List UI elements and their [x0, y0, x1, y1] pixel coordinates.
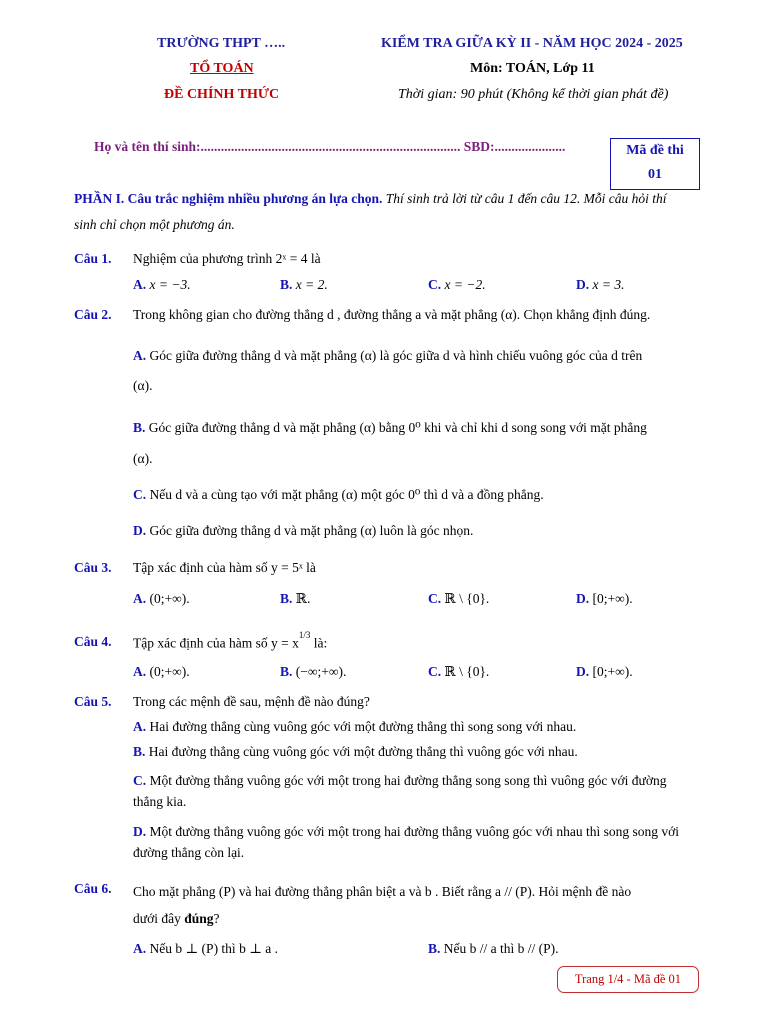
part1-title: PHẦN I. Câu trắc nghiệm nhiều phương án lựa chọn.: [74, 191, 383, 206]
option-b: B. Góc giữa đường thẳng d và mặt phẳng (α) bằng 0⁰ khi và chỉ khi d song song với mặt phẳng: [133, 420, 647, 435]
question-stem: Nghiệm của phương trình 2ˣ = 4 là: [133, 251, 321, 266]
part1-instruction-line1: Thí sinh trả lời từ câu 1 đến câu 12. Mỗi câu hỏi thí: [382, 191, 667, 206]
part1-instructions: [74, 186, 700, 238]
option-c: C. ℝ \ {0}.: [428, 664, 490, 679]
exam-code-label: Mã đề thi: [626, 143, 684, 158]
question-label: Câu 2.: [74, 307, 112, 322]
exam-title: KIỂM TRA GIỮA KỲ II - NĂM HỌC 2024 - 2025: [381, 36, 683, 51]
option-a: A. x = −3.: [133, 277, 191, 292]
option-a: A. (0;+∞).: [133, 664, 190, 679]
page-footer: Trang 1/4 - Mã đề 01: [557, 966, 699, 993]
option-c-continuation: thẳng kia.: [133, 794, 187, 809]
option-d: D. [0;+∞).: [576, 664, 633, 679]
option-c: C. Một đường thẳng vuông góc với một trong hai đường thẳng song song thì vuông góc với đường: [133, 773, 667, 788]
option-a: A. (0;+∞).: [133, 591, 190, 606]
option-d: D. [0;+∞).: [576, 591, 633, 606]
part1-instruction-line2: sinh chỉ chọn một phương án.: [74, 217, 235, 232]
option-a: A. Góc giữa đường thẳng d và mặt phẳng (α) là góc giữa d và hình chiếu vuông góc của d trên: [133, 348, 643, 363]
option-c: C. ℝ \ {0}.: [428, 591, 490, 606]
option-a: A. Nếu b ⊥ (P) thì b ⊥ a .: [133, 941, 279, 956]
question-stem: Trong các mệnh đề sau, mệnh đề nào đúng?: [133, 694, 370, 709]
exam-code-box: [610, 138, 700, 190]
option-b: B. Nếu b // a thì b // (P).: [428, 941, 559, 956]
question-stem-continuation: dưới đây đúng?: [133, 911, 220, 926]
option-a: A. Hai đường thẳng cùng vuông góc với một đường thẳng thì song song với nhau.: [133, 719, 577, 734]
subject-line: Môn: TOÁN, Lớp 11: [470, 61, 595, 76]
exam-code-value: 01: [648, 167, 662, 182]
option-d: D. Góc giữa đường thẳng d và mặt phẳng (α) luôn là góc nhọn.: [133, 523, 474, 538]
option-b: B. ℝ.: [280, 591, 311, 606]
option-d: D. x = 3.: [576, 277, 625, 292]
question-stem: Trong không gian cho đường thẳng d , đường thẳng a và mặt phẳng (α). Chọn khẳng định đúng.: [133, 307, 651, 322]
question-label: Câu 1.: [74, 251, 112, 266]
question-stem: Tập xác định của hàm số $y = x^{1/3}$ là:: [133, 630, 328, 651]
student-info-line: Họ và tên thí sinh:............................................................................. SBD:.....................: [94, 139, 566, 154]
question-label: Câu 5.: [74, 694, 112, 709]
duration-line: Thời gian: 90 phút (Không kể thời gian phát đề): [398, 87, 669, 102]
option-a-continuation: (α).: [133, 378, 153, 393]
school-name: TRƯỜNG THPT …..: [157, 36, 286, 51]
official-label: ĐỀ CHÍNH THỨC: [164, 87, 280, 102]
option-c: C. Nếu d và a cùng tạo với mặt phẳng (α) một góc 0⁰ thì d và a đồng phẳng.: [133, 487, 544, 502]
option-b: B. x = 2.: [280, 277, 328, 292]
question-label: Câu 4.: [74, 634, 112, 649]
question-label: Câu 3.: [74, 560, 112, 575]
option-d: D. Một đường thẳng vuông góc với một trong hai đường thẳng vuông góc với nhau thì song song với: [133, 824, 680, 839]
option-d-continuation: đường thẳng còn lại.: [133, 845, 245, 860]
question-label: Câu 6.: [74, 881, 112, 896]
department-name: TỔ TOÁN: [190, 61, 254, 76]
option-c: C. x = −2.: [428, 277, 486, 292]
option-b: B. Hai đường thẳng cùng vuông góc với một đường thẳng thì vuông góc với nhau.: [133, 744, 578, 759]
question-stem: Cho mặt phẳng (P) và hai đường thẳng phân biệt a và b . Biết rằng a // (P). Hỏi mệnh đề nào: [133, 884, 632, 899]
option-b-continuation: (α).: [133, 451, 153, 466]
question-stem: Tập xác định của hàm số y = 5ˣ là: [133, 560, 316, 575]
exponent: 1/3: [298, 630, 311, 640]
option-b: B. (−∞;+∞).: [280, 664, 347, 679]
